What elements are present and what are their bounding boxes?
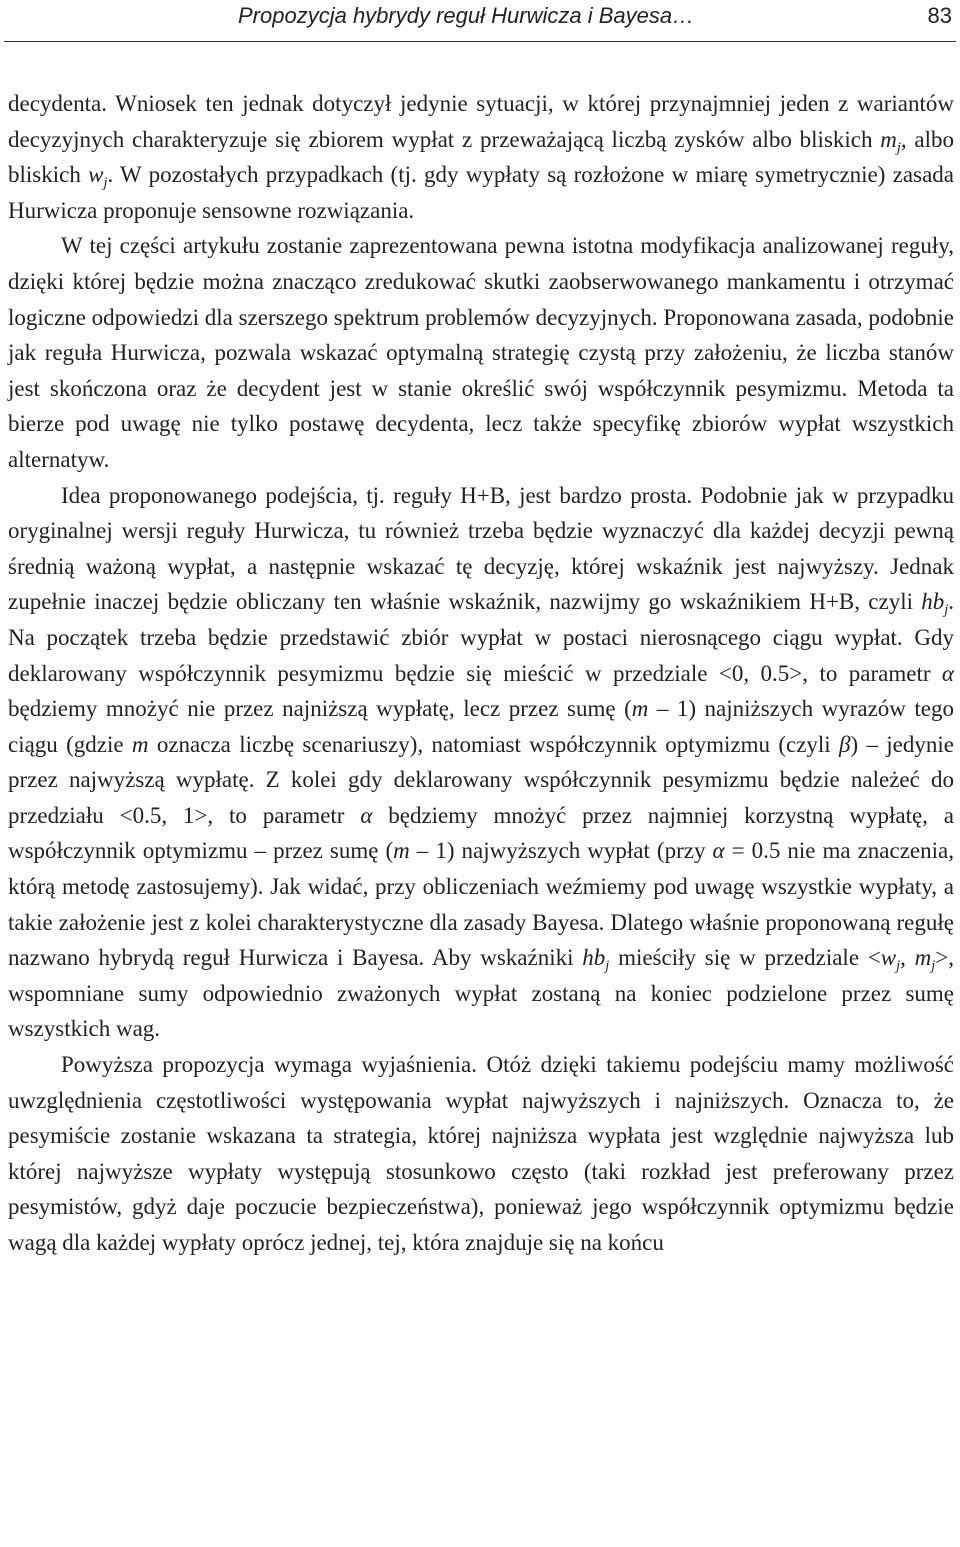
text-run: . Na początek trzeba będzie przedstawić zbiór wypłat w postaci nierosnącego ciągu wypłat. Gdy deklarowany współczynnik pesymizmu będzie się mieścić w przedziale <0, 0.5>, to parametr [8, 589, 954, 686]
paragraph-3 [8, 478, 954, 1048]
math-var: w [880, 945, 897, 971]
math-var: β [839, 731, 851, 757]
math-var: α [712, 838, 725, 864]
text-run: Idea proponowanego podejścia, tj. reguły H+B, jest bardzo prosta. Podobnie jak w przypadku oryginalnej wersji reguły Hurwicza, tu również trzeba będzie wyznaczyć dla każdej decyzji pewną średnią ważoną wypłat, a następnie wskazać tę decyzję, której wskaźnik jest najwyższy. Jednak zupełnie inaczej będzie obliczany ten właśnie wskaźnik, nazwijmy go wskaźnikiem H+B, czyli [8, 482, 954, 615]
text-run: = 0.5 nie ma znaczenia, którą metodę zastosujemy). Jak widać, przy obliczeniach weźmiemy pod uwagę wszystkie wypłaty, a takie założenie jest z kolei charakterystyczne dla zasady Bayesa. Dlatego właśnie proponowaną regułę nazwano hybrydą reguł Hurwicza i Bayesa. Aby wskaźniki [8, 838, 954, 971]
math-var: m [393, 838, 410, 864]
text-run: decydenta. Wniosek ten jednak dotyczył jedynie sytuacji, w której przynajmniej jeden z wariantów decyzyjnych charakteryzuje się zbiorem wypłat z przeważającą liczbą zysków albo bliskich [8, 91, 954, 152]
page-header [0, 0, 960, 46]
text-run: – 1) najwyższych wypłat (przy [409, 838, 713, 864]
math-var: m [131, 731, 149, 757]
paragraph-1 [8, 86, 954, 228]
paragraph-2: W tej części artykułu zostanie zaprezentowana pewna istotna modyfikacja analizowanej reguły, dzięki której będzie można znacząco zredukować skutki zaobserwowanego mankamentu i otrzymać logiczne odpowiedzi dla szerszego spektrum problemów decyzyjnych. Proponowana zasada, podobnie jak reguła Hurwicza, pozwala wskazać optymalną strategię czystą przy założeniu, że liczba stanów jest skończona oraz że decydent jest w stanie określić swój współczynnik pesymizmu. Metoda ta bierze pod uwagę nie tylko postawę decydenta, lecz także specyfikę zbiorów wypłat wszystkich alternatyw. [8, 233, 954, 472]
paragraph-4: Powyższa propozycja wymaga wyjaśnienia. Otóż dzięki takiemu podejściu mamy możliwość uwzględnienia częstotliwości występowania wypłat najwyższych i najniższych. Oznacza to, że pesymiście zostanie wskazana ta strategia, której najniższa wypłata jest względnie najwyższa lub której najwyższe wypłaty występują stosunkowo często (taki rozkład jest preferowany przez pesymistów, gdyż daje poczucie bezpieczeństwa), ponieważ jego współczynnik optymizmu będzie wagą dla każdej wypłaty oprócz jednej, tej, która znajduje się na końcu [8, 1052, 954, 1255]
math-var: hb [921, 589, 945, 615]
math-var: m [631, 696, 649, 722]
math-subscript: j [896, 139, 901, 156]
text-run: , albo bliskich [8, 126, 955, 188]
math-subscript: j [931, 958, 936, 975]
text-run: mieściły się w przedziale < [609, 945, 881, 971]
text-run: , [900, 945, 915, 971]
text-run: oznacza liczbę scenariuszy), natomiast współczynnik optymizmu (czyli [148, 731, 840, 757]
page-number: 83 [927, 3, 952, 28]
math-var: m [914, 945, 932, 971]
math-subscript: j [896, 958, 901, 975]
header-divider [4, 41, 956, 42]
math-subscript: j [944, 602, 949, 619]
math-var: w [88, 162, 104, 188]
text-run: ) – jedynie przez najwyższą wypłatę. Z kolei gdy deklarowany współczynnik pesymizmu będzie należeć do przedziału <0.5, 1>, to parametr [8, 731, 954, 828]
text-run: >, wspomniane sumy odpowiednio zważonych wypłat zostaną na koniec podzielone przez sumę wszystkich wag. [8, 945, 954, 1042]
text-run: będziemy mnożyć nie przez najniższą wypłatę, lecz przez sumę ( [8, 696, 632, 722]
math-var: m [880, 126, 897, 152]
body-text [8, 86, 954, 1261]
text-run: . W pozostałych przypadkach (tj. gdy wypłaty są rozłożone w miarę symetrycznie) zasada Hurwicza proponuje sensowne rozwiązania. [8, 162, 954, 223]
math-var: α [360, 802, 373, 828]
math-subscript: j [103, 175, 108, 192]
math-subscript: j [605, 958, 610, 975]
math-var: hb [582, 945, 606, 971]
text-run: – 1) najniższych wyrazów tego ciągu (gdzie [8, 696, 954, 757]
math-var: α [941, 660, 954, 686]
text-run: będziemy mnożyć przez najmniej korzystną wypłatę, a współczynnik optymizmu – przez sumę ( [8, 802, 954, 864]
running-title: Propozycja hybrydy reguł Hurwicza i Bayesa… [238, 3, 695, 28]
